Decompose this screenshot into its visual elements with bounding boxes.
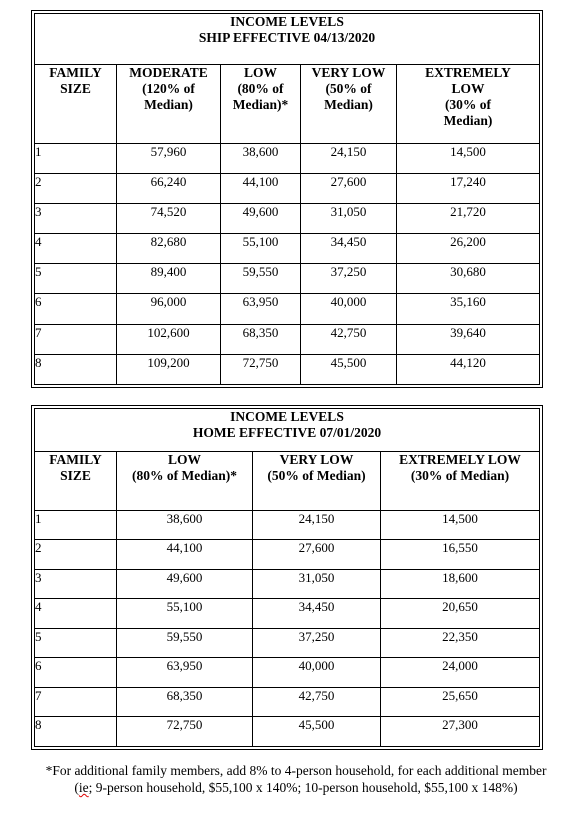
column-header-line: EXTREMELY LOW [399, 451, 521, 467]
column-header-line: (30% of [444, 97, 492, 113]
ship-title-line2: SHIP EFFECTIVE 04/13/2020 [198, 30, 376, 45]
family-size-cell: 1 [35, 510, 117, 540]
income-cell: 34,450 [301, 234, 397, 264]
table-row [35, 173, 540, 203]
family-size-cell: 3 [35, 569, 117, 599]
ship-title-line1: INCOME LEVELS [230, 14, 344, 29]
income-cell: 49,600 [221, 204, 301, 234]
income-cell: 17,240 [397, 173, 540, 203]
column-header-line: SIZE [60, 81, 91, 97]
family-size-cell: 3 [35, 204, 117, 234]
column-header [253, 451, 381, 510]
income-cell: 96,000 [117, 294, 221, 324]
ship-header-row [35, 65, 540, 143]
income-cell: 55,100 [117, 599, 253, 629]
footnote-line1: *For additional family members, add 8% to 4-person household, for each additional member [45, 763, 547, 778]
income-cell: 21,720 [397, 204, 540, 234]
income-cell: 72,750 [221, 354, 301, 384]
column-header-line: LOW [451, 81, 485, 97]
income-cell: 63,950 [117, 658, 253, 688]
income-cell: 109,200 [117, 354, 221, 384]
income-cell: 49,600 [117, 569, 253, 599]
column-header [381, 451, 540, 510]
income-cell: 68,350 [221, 324, 301, 354]
column-header-line: (30% of Median) [410, 467, 510, 483]
column-header [35, 65, 117, 143]
column-header-line: FAMILY [49, 65, 102, 81]
income-cell: 89,400 [117, 264, 221, 294]
table-row [35, 658, 540, 688]
table-row [35, 510, 540, 540]
income-cell: 39,640 [397, 324, 540, 354]
income-cell: 38,600 [221, 143, 301, 173]
ship-table-title [35, 14, 540, 65]
income-cell: 24,150 [301, 143, 397, 173]
income-cell: 57,960 [117, 143, 221, 173]
family-size-cell: 4 [35, 599, 117, 629]
column-header-line: EXTREMELY [425, 65, 511, 81]
table-row [35, 143, 540, 173]
table-row [35, 324, 540, 354]
income-cell: 66,240 [117, 173, 221, 203]
income-cell: 59,550 [221, 264, 301, 294]
ship-income-table [31, 10, 543, 388]
income-cell: 25,650 [381, 687, 540, 717]
income-cell: 34,450 [253, 599, 381, 629]
family-size-cell: 8 [35, 354, 117, 384]
column-header-line: (50% of [325, 81, 372, 97]
footnote-line2-prefix: ( [74, 780, 79, 795]
income-cell: 38,600 [117, 510, 253, 540]
income-cell: 27,300 [381, 717, 540, 747]
income-cell: 31,050 [253, 569, 381, 599]
income-cell: 20,650 [381, 599, 540, 629]
column-header-line: SIZE [60, 467, 91, 483]
family-size-cell: 6 [35, 294, 117, 324]
income-cell: 44,120 [397, 354, 540, 384]
income-cell: 72,750 [117, 717, 253, 747]
spellcheck-word: ie [78, 780, 89, 795]
income-cell: 59,550 [117, 628, 253, 658]
table-row [35, 540, 540, 570]
income-cell: 37,250 [301, 264, 397, 294]
income-cell: 55,100 [221, 234, 301, 264]
income-cell: 14,500 [397, 143, 540, 173]
income-cell: 22,350 [381, 628, 540, 658]
table-row [35, 234, 540, 264]
table-row [35, 687, 540, 717]
home-title-line2: HOME EFFECTIVE 07/01/2020 [192, 425, 382, 440]
income-cell: 102,600 [117, 324, 221, 354]
family-size-cell: 5 [35, 628, 117, 658]
column-header-line: (80% of [237, 81, 284, 97]
income-cell: 14,500 [381, 510, 540, 540]
family-size-cell: 1 [35, 143, 117, 173]
footnote [8, 762, 584, 796]
income-cell: 74,520 [117, 204, 221, 234]
income-cell: 26,200 [397, 234, 540, 264]
column-header-line: (80% of Median)* [132, 467, 237, 483]
column-header-line: Median) [324, 97, 373, 113]
income-cell: 82,680 [117, 234, 221, 264]
family-size-cell: 7 [35, 324, 117, 354]
income-cell: 45,500 [301, 354, 397, 384]
table-row [35, 717, 540, 747]
home-title-line1: INCOME LEVELS [230, 409, 344, 424]
column-header [117, 451, 253, 510]
family-size-cell: 2 [35, 173, 117, 203]
income-cell: 44,100 [221, 173, 301, 203]
income-cell: 44,100 [117, 540, 253, 570]
home-table-title [35, 409, 540, 452]
income-cell: 35,160 [397, 294, 540, 324]
table-row [35, 264, 540, 294]
family-size-cell: 4 [35, 234, 117, 264]
footnote-line2-rest: ; 9-person household, $55,100 x 140%; 10-person household, $55,100 x 148%) [88, 780, 518, 795]
income-cell: 24,150 [253, 510, 381, 540]
income-cell: 27,600 [301, 173, 397, 203]
family-size-cell: 7 [35, 687, 117, 717]
column-header-line: VERY LOW [311, 65, 386, 81]
income-cell: 37,250 [253, 628, 381, 658]
family-size-cell: 6 [35, 658, 117, 688]
column-header-line: LOW [167, 451, 201, 467]
income-cell: 30,680 [397, 264, 540, 294]
income-cell: 68,350 [117, 687, 253, 717]
income-cell: 42,750 [301, 324, 397, 354]
income-cell: 24,000 [381, 658, 540, 688]
column-header [221, 65, 301, 143]
footnote-line2 [8, 779, 584, 796]
table-row [35, 569, 540, 599]
column-header-line: LOW [243, 65, 277, 81]
family-size-cell: 8 [35, 717, 117, 747]
income-cell: 40,000 [253, 658, 381, 688]
home-income-table [31, 405, 543, 750]
income-cell: 27,600 [253, 540, 381, 570]
income-cell: 45,500 [253, 717, 381, 747]
home-header-row [35, 451, 540, 510]
table-row [35, 354, 540, 384]
column-header-line: (120% of [142, 81, 195, 97]
column-header [117, 65, 221, 143]
table-row [35, 294, 540, 324]
family-size-cell: 2 [35, 540, 117, 570]
family-size-cell: 5 [35, 264, 117, 294]
income-cell: 40,000 [301, 294, 397, 324]
column-header-line: VERY LOW [279, 451, 354, 467]
column-header [301, 65, 397, 143]
table-row [35, 628, 540, 658]
income-cell: 16,550 [381, 540, 540, 570]
column-header-line: MODERATE [129, 65, 208, 81]
column-header-line: FAMILY [49, 451, 102, 467]
table-row [35, 204, 540, 234]
column-header [35, 451, 117, 510]
income-cell: 18,600 [381, 569, 540, 599]
column-header-line: Median)* [232, 97, 289, 113]
income-cell: 63,950 [221, 294, 301, 324]
column-header-line: Median) [144, 97, 193, 113]
table-row [35, 599, 540, 629]
income-cell: 31,050 [301, 204, 397, 234]
column-header [397, 65, 540, 143]
column-header-line: Median) [443, 113, 493, 129]
column-header-line: (50% of Median) [267, 467, 366, 483]
income-cell: 42,750 [253, 687, 381, 717]
